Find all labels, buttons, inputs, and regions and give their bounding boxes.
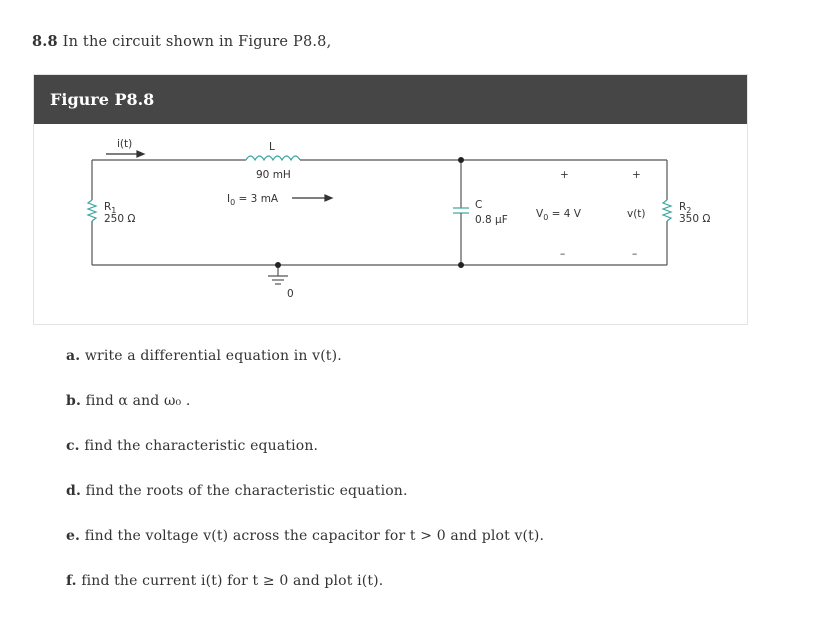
label-voltage-v: v(t): [627, 208, 646, 220]
inductor-coil: [246, 156, 300, 160]
label-r2: $R_2$: [679, 201, 692, 215]
question-letter: f.: [66, 573, 77, 589]
label-ground-node: 0: [287, 288, 294, 300]
label-inductor-L: L: [269, 141, 275, 153]
problem-number: 8.8: [32, 33, 58, 50]
label-cap-C: C: [475, 199, 483, 211]
question-text: find the voltage v(t) across the capacitor for t > 0 and plot v(t).: [84, 528, 545, 544]
figure-title: Figure P8.8: [50, 90, 155, 109]
question-letter: d.: [66, 483, 81, 499]
label-current-i: i(t): [117, 138, 133, 150]
label-inductor-value: 90 mH: [256, 169, 291, 181]
node-dot-bottom: [458, 262, 464, 268]
label-r1: $R_1$: [104, 201, 117, 215]
current-arrow-i-head: [137, 151, 144, 157]
figure-header: [34, 75, 747, 124]
question-text: write a differential equation in v(t).: [84, 348, 342, 364]
problem-text: In the circuit shown in Figure P8.8,: [62, 34, 332, 50]
question-letter: e.: [66, 528, 81, 544]
r1-resistor: [88, 200, 96, 221]
problem-statement: [32, 33, 331, 50]
current-arrow-io-head: [325, 195, 332, 201]
question-text: find the roots of the characteristic equation.: [85, 483, 408, 499]
label-r2-value: 350 Ω: [679, 213, 711, 225]
label-r1-value: 250 Ω: [104, 213, 136, 225]
label-cap-value: 0.8 μF: [475, 214, 508, 226]
question-text: find the characteristic equation.: [84, 438, 319, 454]
question-f: [66, 573, 383, 589]
label-minus-2: –: [632, 248, 638, 260]
question-b: [66, 393, 191, 409]
question-text: find α and ω₀ .: [85, 393, 191, 409]
label-plus-1: +: [560, 169, 569, 181]
question-letter: b.: [66, 393, 81, 409]
label-plus-2: +: [632, 169, 641, 181]
r2-resistor: [663, 200, 671, 221]
question-letter: a.: [66, 348, 81, 364]
question-letter: c.: [66, 438, 80, 454]
question-a: [66, 348, 342, 364]
node-dot-ground: [275, 262, 281, 268]
question-e: [66, 528, 544, 544]
question-c: [66, 438, 318, 454]
label-initial-current: $I_0 = 3$ mA: [227, 193, 279, 207]
question-text: find the current i(t) for t ≥ 0 and plot i(t).: [81, 573, 384, 589]
label-initial-voltage: $V_0 = 4$ V: [536, 208, 581, 222]
circuit-diagram: [34, 124, 747, 324]
figure-card: [33, 74, 748, 325]
node-dot-top: [458, 157, 464, 163]
label-minus-1: –: [560, 248, 566, 260]
question-d: [66, 483, 408, 499]
